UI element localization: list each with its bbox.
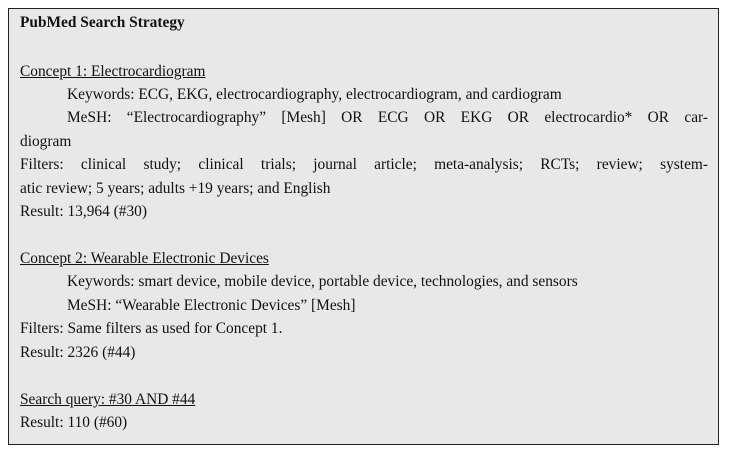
box-title: PubMed Search Strategy [20, 14, 185, 31]
concept1-keywords: Keywords: ECG, EKG, electrocardiography, electrocardiogram, and cardiogram [67, 86, 562, 103]
concept2-keywords: Keywords: smart device, mobile device, portable device, technologies, and sensors [67, 273, 578, 290]
concept1-result: Result: 13,964 (#30) [20, 203, 147, 220]
concept2-heading: Concept 2: Wearable Electronic Devices [20, 250, 269, 267]
concept1-mesh-line2: diogram [20, 133, 72, 150]
concept1-filters-line1: Filters: clinical study; clinical trials; journal article; meta-analysis; RCTs; review; system- [20, 156, 708, 173]
concept2-result: Result: 2326 (#44) [20, 344, 136, 361]
search-strategy-box [8, 8, 719, 445]
concept2-filters: Filters: Same filters as used for Concept 1. [20, 320, 283, 337]
concept2-mesh: MeSH: “Wearable Electronic Devices” [Mesh] [67, 297, 356, 314]
search-query-heading: Search query: #30 AND #44 [20, 391, 196, 408]
concept1-heading: Concept 1: Electrocardiogram [20, 63, 206, 80]
search-query-result: Result: 110 (#60) [20, 414, 128, 431]
concept1-mesh-line1: MeSH: “Electrocardiography” [Mesh] OR ECG OR EKG OR electrocardio* OR car- [67, 109, 708, 126]
concept1-filters-line2: atic review; 5 years; adults +19 years; and English [20, 180, 331, 197]
